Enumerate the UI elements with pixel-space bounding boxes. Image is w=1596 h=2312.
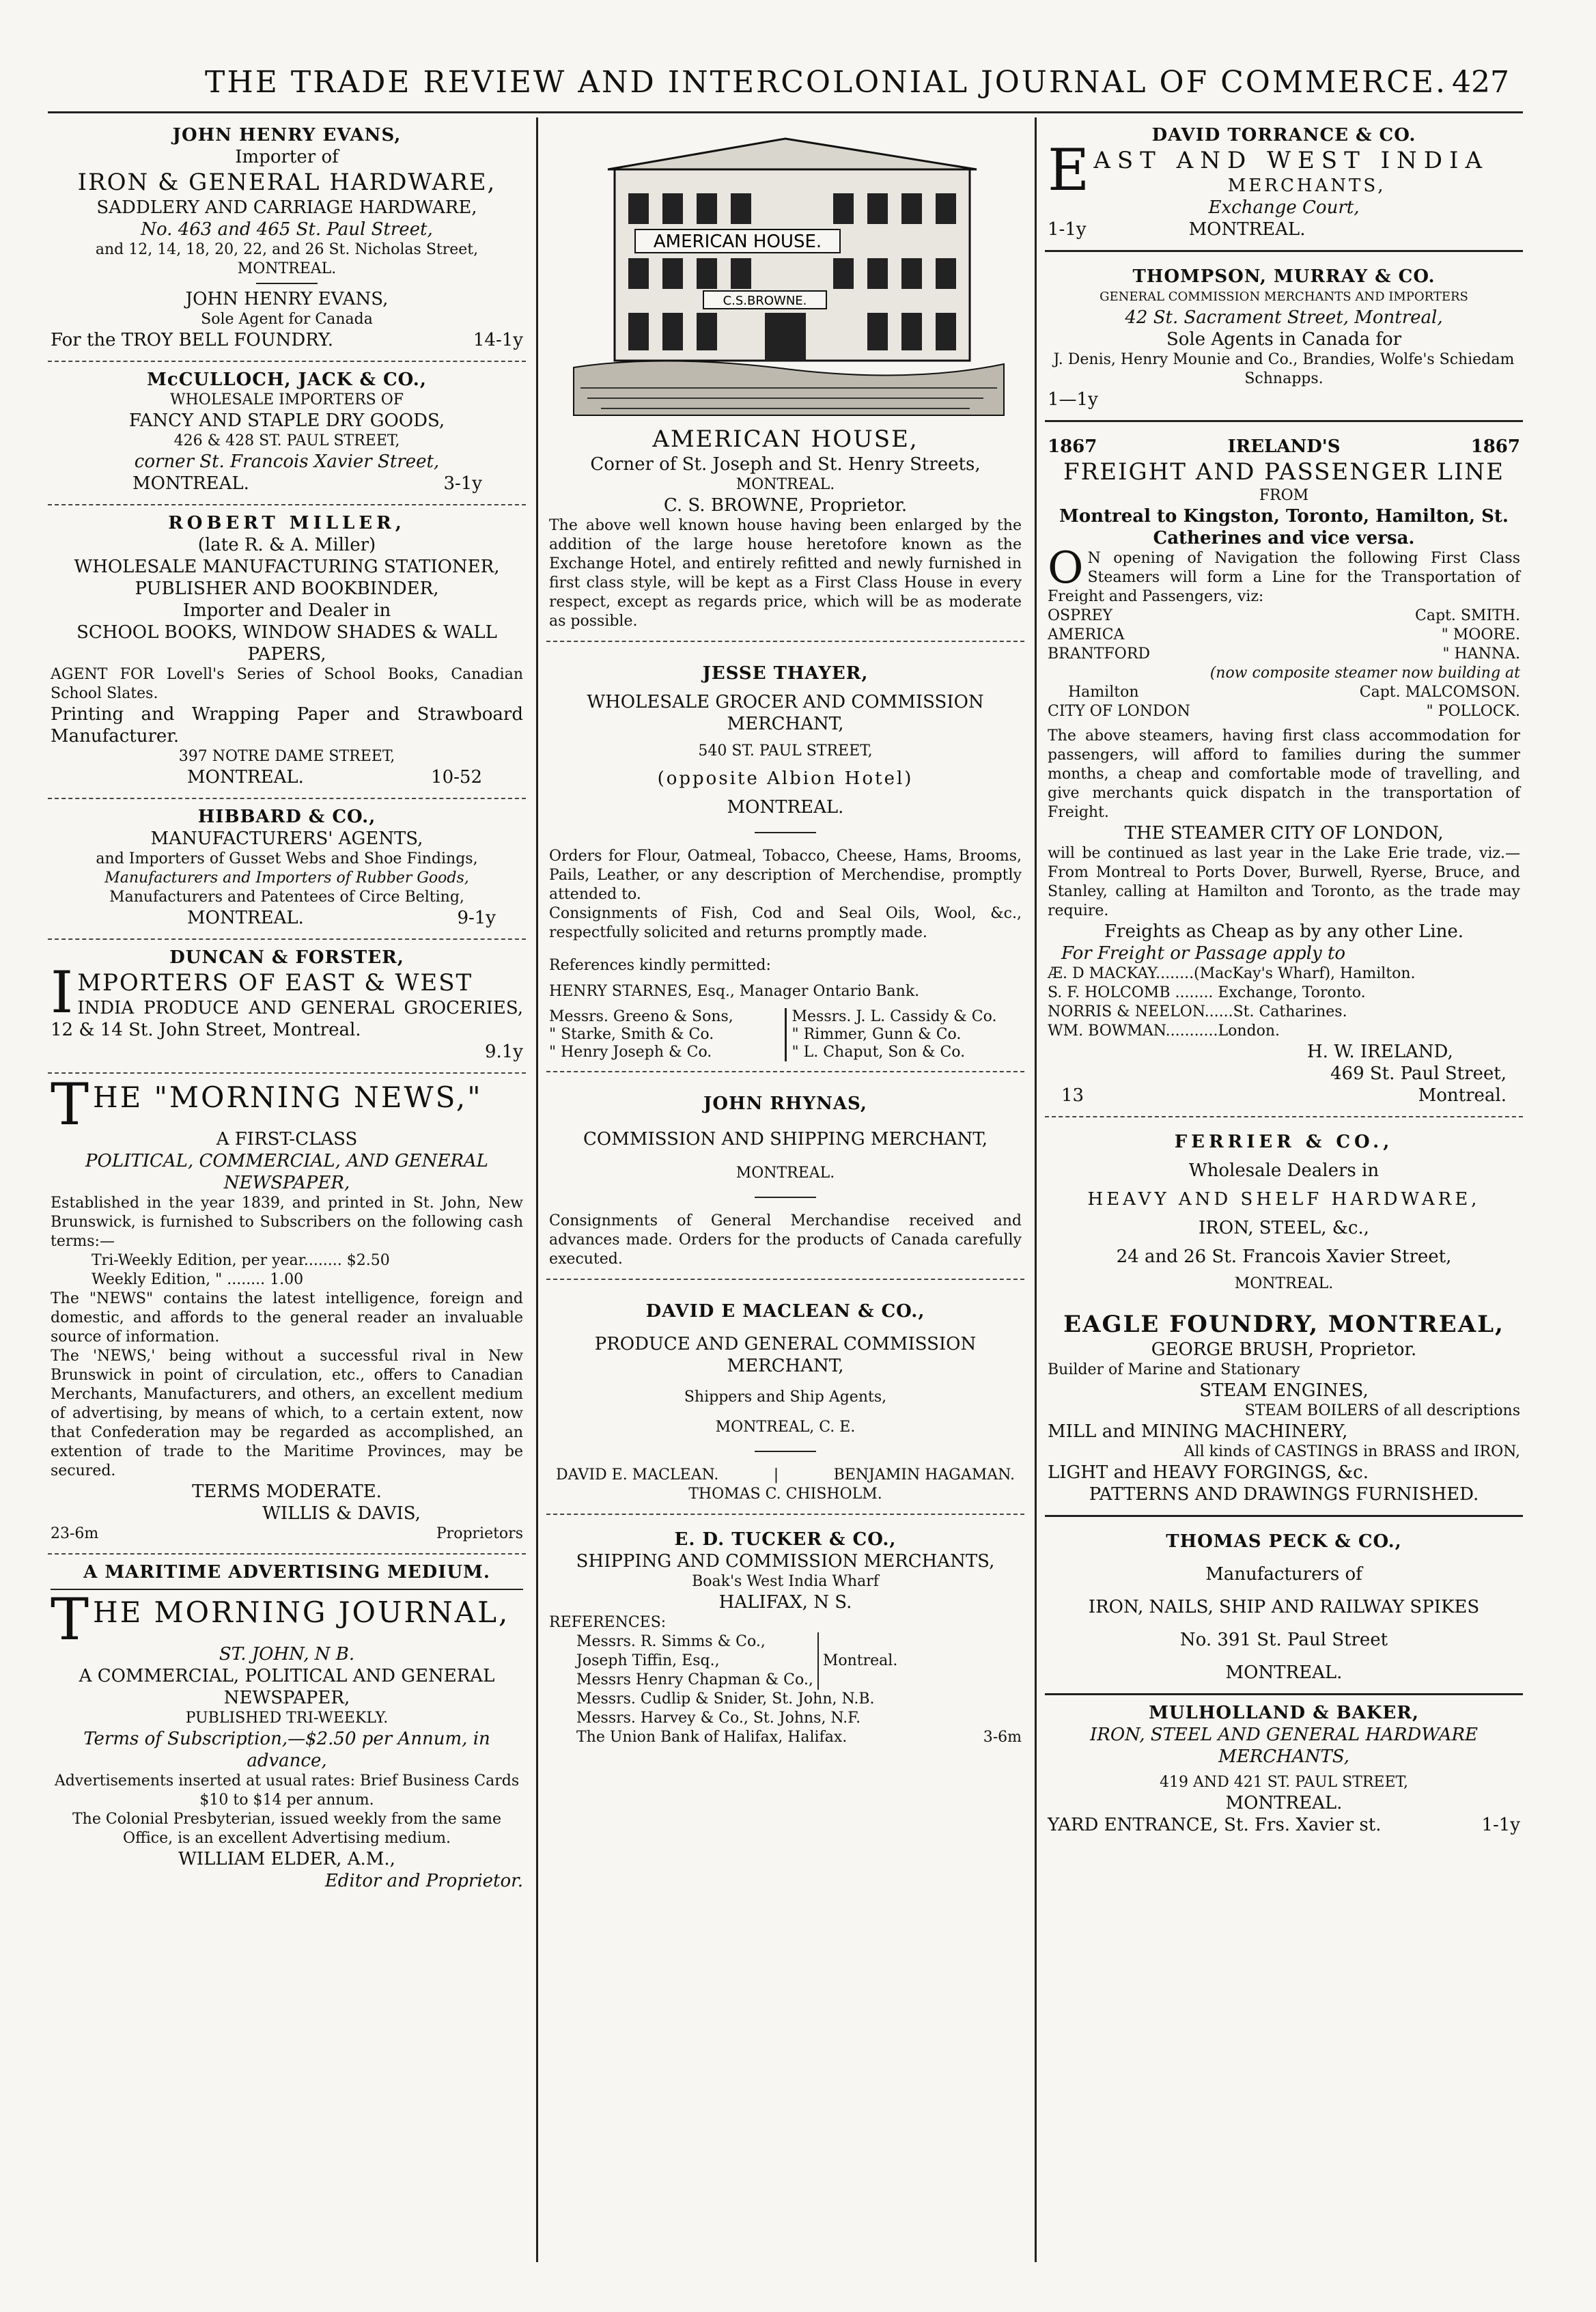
ad-city: MONTREAL. — [1225, 1793, 1343, 1813]
sign-text: AMERICAN HOUSE. — [653, 232, 822, 252]
ad-mcculloch — [48, 362, 526, 505]
ad-headline: AST AND WEST INDIA — [1093, 147, 1489, 174]
ad-city: MONTREAL. — [187, 767, 304, 788]
ad-code: 13 — [1061, 1085, 1084, 1106]
ad-line: SADDLERY AND CARRIAGE HARDWARE, — [96, 197, 477, 218]
drop-cap: E — [1048, 137, 1090, 204]
ad-line: REFERENCES: — [549, 1614, 667, 1631]
ad-address: corner St. Francois Xavier Street, — [134, 451, 440, 472]
steamer-name: CITY OF LONDON — [1048, 703, 1190, 720]
ad-address: 426 & 428 ST. PAUL STREET, — [173, 432, 400, 449]
captain: " POLLOCK. — [1426, 703, 1520, 720]
column-divider — [785, 1008, 787, 1061]
ad-code: 3-6m — [983, 1729, 1022, 1746]
ad-city: MONTREAL. — [187, 908, 304, 928]
ad-city: MONTREAL. — [736, 476, 835, 493]
ad-name: MULHOLLAND & BAKER, — [1149, 1703, 1419, 1723]
ad-city: Montreal. — [1418, 1085, 1507, 1106]
ad-line: PUBLISHED TRI-WEEKLY. — [185, 1710, 389, 1727]
rule — [51, 1589, 523, 1590]
captain: " HANNA. — [1442, 645, 1520, 663]
ad-line: ST. JOHN, N B. — [219, 1644, 355, 1665]
ad-thayer — [546, 642, 1024, 1072]
ad-headline: AMERICAN HOUSE, — [652, 426, 919, 453]
agent: WM. BOWMAN...........London. — [1048, 1022, 1280, 1040]
ad-address: 419 AND 421 ST. PAUL STREET, — [1160, 1774, 1408, 1791]
ad-miller — [48, 505, 526, 799]
ad-headline: MPORTERS OF EAST & WEST — [77, 969, 473, 997]
ad-line: A FIRST-CLASS — [216, 1129, 358, 1150]
ad-address: 469 St. Paul Street, — [1330, 1063, 1507, 1084]
ad-headline: COMMISSION AND SHIPPING MERCHANT, — [583, 1129, 988, 1150]
reference: Messrs. Greeno & Sons, — [549, 1008, 733, 1025]
ad-name: DAVID E MACLEAN & CO., — [645, 1301, 925, 1322]
ad-name: THOMAS PECK & CO., — [1166, 1531, 1402, 1552]
short-rule — [256, 283, 318, 284]
ad-code: 23-6m — [51, 1525, 99, 1542]
column-left — [48, 117, 526, 2262]
ad-line: WHOLESALE IMPORTERS OF — [169, 391, 404, 408]
ad-city: MONTREAL. — [727, 797, 844, 818]
ad-line: For the TROY BELL FOUNDRY. — [51, 330, 334, 350]
ad-code: 14-1y — [473, 330, 523, 350]
reference-table — [549, 1008, 1022, 1061]
steamer-name: OSPREY — [1048, 607, 1113, 624]
reference: Messrs Henry Chapman & Co., — [576, 1671, 813, 1688]
ad-city: MONTREAL. — [132, 473, 249, 494]
reference: Messrs. J. L. Cassidy & Co. — [792, 1008, 997, 1025]
ad-address: and 12, 14, 18, 20, 22, and 26 St. Nicholas Street, — [95, 241, 479, 258]
ad-line: The Colonial Presbyterian, issued weekly from the same Office, is an excellent Advertising medium. — [72, 1811, 501, 1847]
ad-body: Established in the year 1839, and printed in St. John, New Brunswick, is furnished to Subscribers on the following cash terms:— — [51, 1195, 523, 1250]
ad-address: 540 ST. PAUL STREET, — [698, 742, 873, 760]
ad-body: The above well known house having been enlarged by the addition of the large house heretofore known as the Exchange Hotel, and entirely refitted and newly furnished in first class style, will be kept as a First Class House in every respect, except as regards price, which will be as moderate as possible. — [549, 517, 1022, 630]
ad-line: For Freight or Passage apply to — [1061, 943, 1346, 964]
ad-address: 42 St. Sacrament Street, Montreal, — [1125, 307, 1443, 328]
ad-line: Manufacturers of — [1205, 1564, 1362, 1585]
ad-headline: HE MORNING JOURNAL, — [93, 1596, 510, 1629]
page-number: 427 — [1452, 65, 1509, 100]
ad-peck — [1045, 1517, 1523, 1695]
ad-city: MONTREAL. — [1188, 219, 1306, 240]
ad-headline: IRON, NAILS, SHIP AND RAILWAY SPIKES — [1088, 1597, 1480, 1617]
ad-headline: PRODUCE AND GENERAL COMMISSION MERCHANT, — [594, 1334, 977, 1376]
ad-line: A COMMERCIAL, POLITICAL AND GENERAL NEWSPAPER, — [79, 1666, 495, 1708]
ad-line: Manufacturers and Patentees of Circe Belting, — [109, 889, 464, 906]
ad-code: 1-1y — [1481, 1815, 1520, 1835]
ad-headline: WHOLESALE MANUFACTURING STATIONER, — [74, 557, 500, 577]
ad-line: Montreal to Kingston, Toronto, Hamilton, St. Catherines and vice versa. — [1059, 506, 1509, 548]
page-bottom-margin — [48, 2274, 1523, 2288]
ad-ferrier — [1045, 1117, 1523, 1303]
agent: NORRIS & NEELON......St. Catharines. — [1048, 1003, 1347, 1020]
ad-line: Proprietors — [436, 1525, 523, 1542]
ad-mulholland — [1045, 1695, 1523, 1846]
partner: THOMAS C. CHISHOLM. — [688, 1486, 882, 1503]
ad-rhynas — [546, 1072, 1024, 1280]
ad-rate: Weekly Edition, " ........ 1.00 — [92, 1271, 304, 1288]
ad-headline: SHIPPING AND COMMISSION MERCHANTS, — [576, 1551, 995, 1572]
ad-line: AGENT FOR Lovell's Series of School Books, Canadian School Slates. — [51, 666, 523, 702]
ad-name: IRELAND'S — [1227, 436, 1341, 457]
drop-cap: T — [51, 1071, 89, 1138]
ad-headline: IRON, STEEL AND GENERAL HARDWARE MERCHANTS, — [1089, 1725, 1479, 1767]
reference-city: Montreal. — [822, 1652, 898, 1669]
ad-line: (now composite steamer now building at — [1209, 665, 1520, 682]
steamer-list — [1048, 607, 1520, 721]
year: 1867 — [1048, 436, 1097, 457]
ad-address: Corner of St. Joseph and St. Henry Streets, — [590, 454, 981, 475]
ad-hibbard — [48, 799, 526, 940]
ad-name: THOMPSON, MURRAY & CO. — [1132, 266, 1436, 287]
ad-name: JESSE THAYER, — [702, 663, 869, 684]
header-rule — [48, 111, 1523, 113]
ad-tucker — [546, 1515, 1024, 1757]
ad-ireland — [1045, 422, 1523, 1117]
ad-address: 397 NOTRE DAME STREET, — [178, 748, 395, 765]
ad-line: LIGHT and HEAVY FORGINGS, &c. — [1048, 1462, 1369, 1483]
ad-body: Consignments of General Merchandise received and advances made. Orders for the products of Canada carefully executed. — [549, 1212, 1022, 1268]
ad-city: MONTREAL. — [1234, 1275, 1334, 1292]
reference: " Starke, Smith & Co. — [549, 1026, 714, 1043]
ad-line: J. Denis, Henry Mounie and Co., Brandies, Wolfe's Schiedam Schnapps. — [1053, 351, 1515, 387]
ad-body: will be continued as last year in the Lake Erie trade, viz.—From Montreal to Ports Dover, Burwell, Ryerse, Bruce, and Stanley, calling at Hamilton and Toronto, as the trade may require. — [1048, 845, 1520, 919]
ad-headline: MERCHANTS, — [1227, 176, 1386, 196]
ad-line: YARD ENTRANCE, St. Frs. Xavier st. — [1048, 1815, 1382, 1835]
ad-line: All kinds of CASTINGS in BRASS and IRON, — [1184, 1443, 1520, 1460]
column-middle — [546, 117, 1024, 2262]
ad-line: MILL and MINING MACHINERY, — [1048, 1421, 1348, 1442]
drop-cap: I — [51, 959, 74, 1026]
ad-line: and Importers of Gusset Webs and Shoe Findings, — [96, 850, 478, 867]
ad-line: Importer and Dealer in — [182, 600, 391, 621]
reference: " Henry Joseph & Co. — [549, 1044, 712, 1061]
ad-address: Exchange Court, — [1208, 197, 1360, 218]
ad-line: GENERAL COMMISSION MERCHANTS AND IMPORTERS — [1100, 290, 1468, 304]
captain: " MOORE. — [1441, 626, 1520, 643]
ad-line: Shippers and Ship Agents, — [684, 1389, 887, 1406]
ad-headline: HEAVY AND SHELF HARDWARE, — [1087, 1189, 1481, 1210]
ad-line: STEAM ENGINES, — [1199, 1380, 1369, 1401]
ad-headline: FREIGHT AND PASSENGER LINE — [1063, 458, 1504, 486]
journal-title: THE TRADE REVIEW AND INTERCOLONIAL JOURNAL OF COMMERCE. — [205, 65, 1447, 100]
ad-line: Freights as Cheap as by any other Line. — [1104, 921, 1464, 942]
short-rule — [755, 832, 816, 833]
sign-text: C.S.BROWNE. — [723, 294, 807, 308]
column-right — [1045, 117, 1523, 2262]
ad-address: No. 391 St. Paul Street — [1179, 1630, 1388, 1650]
agent: S. F. HOLCOMB ........ Exchange, Toronto. — [1048, 984, 1366, 1001]
ad-name: JOHN HENRY EVANS, — [185, 289, 389, 309]
ad-line: STEAM BOILERS of all descriptions — [1244, 1402, 1520, 1419]
ad-torrance — [1045, 117, 1523, 252]
ad-morning-journal — [48, 1555, 526, 1902]
ad-code: 1—1y — [1048, 389, 1098, 410]
reference: Messrs. R. Simms & Co., — [576, 1633, 766, 1650]
ad-line: POLITICAL, COMMERCIAL, AND GENERAL NEWSPAPER, — [85, 1151, 488, 1193]
ad-code: 10-52 — [431, 767, 482, 788]
ad-name: C. S. BROWNE, Proprietor. — [663, 495, 908, 516]
ad-line: Terms of Subscription,—$2.50 per Annum, in advance, — [83, 1729, 490, 1771]
ad-body: N opening of Navigation the following First Class Steamers will form a Line for the Transportation of Freight and Passengers, viz: — [1048, 550, 1520, 605]
partner: DAVID E. MACLEAN. — [556, 1466, 719, 1484]
ad-line: Manufacturers and Importers of Rubber Goods, — [104, 869, 469, 887]
ad-name: WILLIS & DAVIS, — [262, 1503, 421, 1524]
ad-line: Editor and Proprietor. — [324, 1871, 523, 1891]
ad-city: MONTREAL. — [1225, 1662, 1343, 1683]
ad-body: References kindly permitted: — [549, 957, 771, 974]
ad-thompson — [1045, 252, 1523, 422]
ad-line: PATTERNS AND DRAWINGS FURNISHED. — [1089, 1484, 1479, 1505]
drop-cap: T — [51, 1586, 89, 1653]
ad-duncan — [48, 940, 526, 1074]
ad-headline: MANUFACTURERS' AGENTS, — [150, 828, 423, 849]
ad-name: E. D. TUCKER & CO., — [674, 1529, 897, 1550]
ad-line: A MARITIME ADVERTISING MEDIUM. — [83, 1562, 490, 1583]
reference: " Rimmer, Gunn & Co. — [792, 1026, 962, 1043]
drop-cap: O — [1048, 543, 1084, 594]
year: 1867 — [1470, 436, 1520, 457]
ad-name: FERRIER & CO., — [1174, 1132, 1394, 1152]
ad-code: 9-1y — [457, 908, 496, 928]
hotel-engraving — [560, 128, 1011, 422]
ad-code: 3-1y — [443, 473, 482, 494]
agent: Æ. D MACKAY........(MacKay's Wharf), Hamilton. — [1048, 965, 1416, 982]
ad-name: ROBERT MILLER, — [168, 513, 406, 533]
captain: Capt. SMITH. — [1415, 607, 1520, 624]
ad-name: DAVID TORRANCE & CO. — [1151, 125, 1416, 145]
ad-headline: WHOLESALE GROCER AND COMMISSION MERCHANT, — [587, 692, 984, 734]
ad-eagle-foundry — [1045, 1303, 1523, 1517]
ad-address: No. 463 and 465 St. Paul Street, — [141, 219, 433, 240]
ad-name: H. W. IRELAND, — [1307, 1042, 1453, 1062]
ad-headline: PUBLISHER AND BOOKBINDER, — [135, 579, 439, 599]
ad-body: The 'NEWS,' being without a successful rival in New Brunswick in point of circulation, etc., offers to Canadian Merchants, Manufacturers, and others, an excellent medium of advertising, by means of which, to a certain extent, now that Confederation may be regarded as accomplished, an extention of trade to the Maritime Provinces, may be secured. — [51, 1348, 523, 1479]
ad-address: 24 and 26 St. Francois Xavier Street, — [1116, 1246, 1452, 1267]
ad-body: Consignments of Fish, Cod and Seal Oils, Wool, &c., respectfully solicited and returns promptly made. — [549, 905, 1022, 941]
ad-line: (opposite Albion Hotel) — [657, 768, 914, 789]
captain: Capt. MALCOMSON. — [1359, 684, 1520, 701]
ad-name: WILLIAM ELDER, A.M., — [178, 1849, 395, 1869]
ad-rate: Tri-Weekly Edition, per year........ $2.50 — [92, 1252, 390, 1269]
ad-name: McCULLOCH, JACK & CO., — [147, 370, 427, 390]
ad-name: JOHN HENRY EVANS, — [172, 125, 402, 145]
reference: Joseph Tiffin, Esq., — [576, 1652, 720, 1669]
ad-city: MONTREAL, C. E. — [715, 1419, 856, 1436]
short-rule — [755, 1197, 816, 1198]
column-divider — [536, 117, 538, 2262]
ad-headline: HE "MORNING NEWS," — [93, 1081, 483, 1114]
ad-name: JOHN RHYNAS, — [703, 1094, 867, 1114]
ad-line: (late R. & A. Miller) — [197, 535, 376, 555]
ad-name: GEORGE BRUSH, Proprietor. — [1151, 1339, 1417, 1360]
ad-line: IRON, STEEL, &c., — [1199, 1218, 1369, 1238]
ad-line: Printing and Wrapping Paper and Strawboard Manufacturer. — [51, 704, 523, 747]
page-header — [48, 65, 1523, 106]
ad-code: 1-1y — [1048, 219, 1087, 240]
ad-line: Boak's West India Wharf — [692, 1573, 879, 1590]
reference: The Union Bank of Halifax, Halifax. — [576, 1729, 848, 1746]
ad-headline: FANCY AND STAPLE DRY GOODS, — [128, 410, 445, 431]
ad-line: TERMS MODERATE. — [192, 1481, 382, 1502]
ad-line: INDIA PRODUCE AND GENERAL GROCERIES, 12 & 14 St. John Street, Montreal. — [51, 998, 523, 1040]
ad-american-house — [546, 117, 1024, 642]
ad-line: FROM — [1259, 487, 1309, 504]
ad-line: Sole Agents in Canada for — [1166, 329, 1402, 350]
steamer-name: AMERICA — [1048, 626, 1125, 643]
ad-headline: SCHOOL BOOKS, WINDOW SHADES & WALL PAPERS, — [76, 622, 497, 665]
ad-morning-news — [48, 1071, 526, 1555]
ad-body: HENRY STARNES, Esq., Manager Ontario Bank. — [549, 983, 920, 1000]
ad-maclean: DAVID E MACLEAN & CO., PRODUCE AND GENERAL COMMISSION MERCHANT, Shippers and Ship Agents, MONTREAL, C. E. DAVID E. MACLEAN. | BENJAMIN HAGAMAN. THOMAS C. CHISHOLM. — [546, 1280, 1024, 1515]
ad-city: MONTREAL. — [736, 1165, 835, 1182]
steamer-name: Hamilton — [1068, 684, 1139, 701]
short-rule — [755, 1451, 816, 1452]
ad-body: The above steamers, having first class accommodation for passengers, will afford to families during the summer months, a cheap and comfortable mode of travelling, and give merchants quick dispatch in the transportation of Freight. — [1048, 727, 1520, 821]
ad-city: MONTREAL. — [237, 260, 337, 277]
ad-line: Sole Agent for Canada — [201, 311, 373, 328]
ad-line: Advertisements inserted at usual rates: Brief Business Cards $10 to $14 per annum. — [54, 1772, 520, 1809]
column-divider — [1035, 117, 1037, 2262]
ad-code: 9.1y — [484, 1042, 523, 1062]
ad-evans — [48, 117, 526, 362]
ad-headline: EAGLE FOUNDRY, MONTREAL, — [1063, 1311, 1504, 1338]
ad-headline: THE STEAMER CITY OF LONDON, — [1124, 823, 1444, 844]
ad-body: Orders for Flour, Oatmeal, Tobacco, Cheese, Hams, Brooms, Pails, Leather, or any description of Merchendise, promptly attended to. — [549, 848, 1022, 903]
reference: Messrs. Harvey & Co., St. Johns, N.F. — [576, 1710, 861, 1727]
ad-name: DUNCAN & FORSTER, — [169, 947, 404, 968]
ad-name: HIBBARD & CO., — [197, 807, 376, 827]
ad-line: Wholesale Dealers in — [1188, 1160, 1380, 1181]
ad-headline: IRON & GENERAL HARDWARE, — [77, 169, 496, 196]
ad-city: HALIFAX, N S. — [718, 1592, 852, 1613]
steamer-name: BRANTFORD — [1048, 645, 1151, 663]
reference: " L. Chaput, Son & Co. — [792, 1044, 966, 1061]
ad-line: Importer of — [235, 147, 339, 167]
ad-line: Builder of Marine and Stationary — [1048, 1361, 1300, 1378]
ad-body: The "NEWS" contains the latest intelligence, foreign and domestic, and affords to the general reader an invaluable source of information. — [51, 1290, 523, 1346]
reference: Messrs. Cudlip & Snider, St. John, N.B. — [576, 1690, 875, 1708]
partner: BENJAMIN HAGAMAN. — [833, 1466, 1015, 1484]
